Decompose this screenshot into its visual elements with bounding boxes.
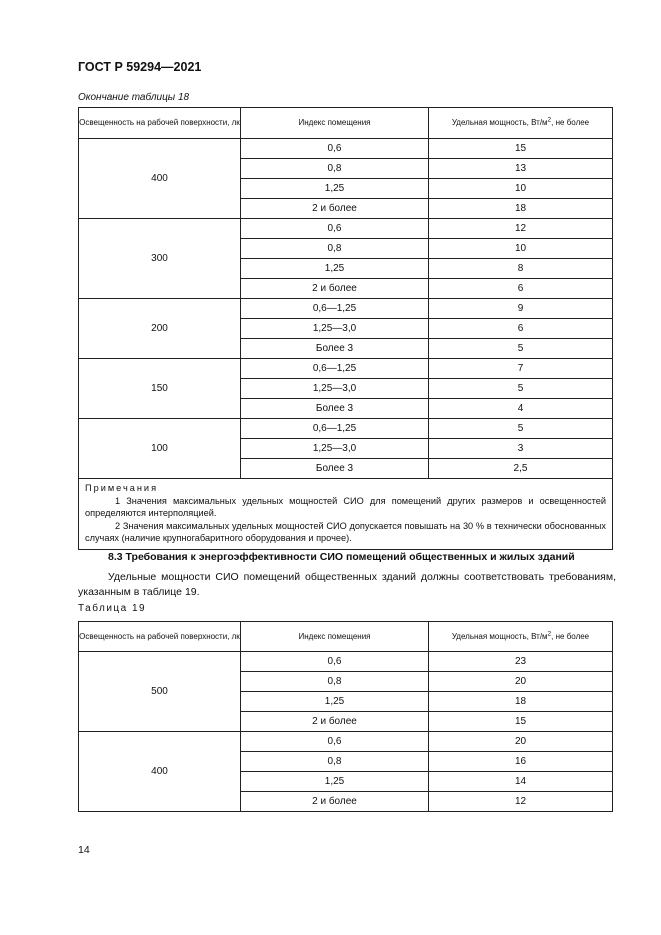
room-index-cell: Более 3: [241, 399, 429, 419]
section-heading: 8.3 Требования к энергоэффективности СИО помещений общественных и жилых зданий: [108, 551, 575, 563]
specific-power-cell: 15: [429, 139, 613, 159]
illuminance-cell: 400: [79, 139, 241, 219]
table-row: [79, 359, 613, 379]
illuminance-cell: 500: [79, 652, 241, 732]
column-header-room-index: Индекс помещения: [241, 622, 429, 652]
page-number: 14: [78, 844, 90, 856]
specific-power-cell: 9: [429, 299, 613, 319]
specific-power-cell: 16: [429, 752, 613, 772]
note-1: 1 Значения максимальных удельных мощностей СИО для помещений других размеров и освещенностей определяются интерполяцией.: [85, 495, 606, 518]
room-index-cell: 0,8: [241, 239, 429, 259]
specific-power-cell: 5: [429, 339, 613, 359]
table-19: [78, 621, 613, 812]
specific-power-cell: 5: [429, 419, 613, 439]
room-index-cell: 0,6—1,25: [241, 419, 429, 439]
room-index-cell: Более 3: [241, 459, 429, 479]
note-2: 2 Значения максимальных удельных мощностей СИО допускается повышать на 30 % в технически обоснованных случаях (наличие крупногабаритного оборудования и прочее).: [85, 520, 606, 543]
room-index-cell: 2 и более: [241, 199, 429, 219]
notes-title: Примечания: [85, 483, 159, 493]
room-index-cell: 2 и более: [241, 792, 429, 812]
specific-power-cell: 20: [429, 732, 613, 752]
specific-power-cell: 2,5: [429, 459, 613, 479]
room-index-cell: 1,25: [241, 692, 429, 712]
room-index-cell: 0,6—1,25: [241, 359, 429, 379]
illuminance-cell: 100: [79, 419, 241, 479]
specific-power-cell: 8: [429, 259, 613, 279]
room-index-cell: 1,25—3,0: [241, 439, 429, 459]
table-row: [79, 419, 613, 439]
document-header: ГОСТ Р 59294—2021: [78, 60, 202, 74]
specific-power-cell: 12: [429, 792, 613, 812]
specific-power-cell: 10: [429, 239, 613, 259]
room-index-cell: 0,8: [241, 672, 429, 692]
section-paragraph: Удельные мощности СИО помещений общественных зданий должны соответствовать требованиям, указанным в таблице 19.: [78, 571, 616, 598]
table-row: [79, 299, 613, 319]
room-index-cell: 0,8: [241, 752, 429, 772]
room-index-cell: 0,8: [241, 159, 429, 179]
specific-power-cell: 6: [429, 279, 613, 299]
column-header-illuminance: Освещенность на рабочей поверхности, лк: [79, 108, 241, 139]
specific-power-cell: 10: [429, 179, 613, 199]
specific-power-cell: 18: [429, 692, 613, 712]
table-18: [78, 107, 613, 550]
table-row: [79, 652, 613, 672]
specific-power-cell: 20: [429, 672, 613, 692]
specific-power-cell: 6: [429, 319, 613, 339]
illuminance-cell: 200: [79, 299, 241, 359]
room-index-cell: 2 и более: [241, 279, 429, 299]
room-index-cell: 1,25: [241, 179, 429, 199]
specific-power-cell: 18: [429, 199, 613, 219]
illuminance-cell: 400: [79, 732, 241, 812]
illuminance-cell: 300: [79, 219, 241, 299]
room-index-cell: 2 и более: [241, 712, 429, 732]
room-index-cell: 1,25—3,0: [241, 379, 429, 399]
room-index-cell: 0,6: [241, 139, 429, 159]
column-header-specific-power: Удельная мощность, $Вт/м^2$, не более: [429, 622, 613, 652]
table-notes: [79, 479, 613, 550]
specific-power-cell: 14: [429, 772, 613, 792]
column-header-specific-power: Удельная мощность, $Вт/м^2$, не более: [429, 108, 613, 139]
column-header-illuminance: Освещенность на рабочей поверхности, лк: [79, 622, 241, 652]
specific-power-cell: 23: [429, 652, 613, 672]
table18-caption: Окончание таблицы 18: [78, 92, 190, 103]
room-index-cell: 0,6: [241, 732, 429, 752]
specific-power-cell: 7: [429, 359, 613, 379]
room-index-cell: 0,6—1,25: [241, 299, 429, 319]
room-index-cell: 0,6: [241, 652, 429, 672]
table19-caption: Таблица 19: [78, 603, 147, 614]
table-row: [79, 219, 613, 239]
table-row: [79, 732, 613, 752]
specific-power-cell: 5: [429, 379, 613, 399]
specific-power-cell: 3: [429, 439, 613, 459]
column-header-room-index: Индекс помещения: [241, 108, 429, 139]
specific-power-cell: 12: [429, 219, 613, 239]
room-index-cell: 1,25: [241, 772, 429, 792]
room-index-cell: 1,25: [241, 259, 429, 279]
specific-power-cell: 15: [429, 712, 613, 732]
room-index-cell: 0,6: [241, 219, 429, 239]
specific-power-cell: 13: [429, 159, 613, 179]
specific-power-cell: 4: [429, 399, 613, 419]
room-index-cell: 1,25—3,0: [241, 319, 429, 339]
room-index-cell: Более 3: [241, 339, 429, 359]
illuminance-cell: 150: [79, 359, 241, 419]
table-row: [79, 139, 613, 159]
